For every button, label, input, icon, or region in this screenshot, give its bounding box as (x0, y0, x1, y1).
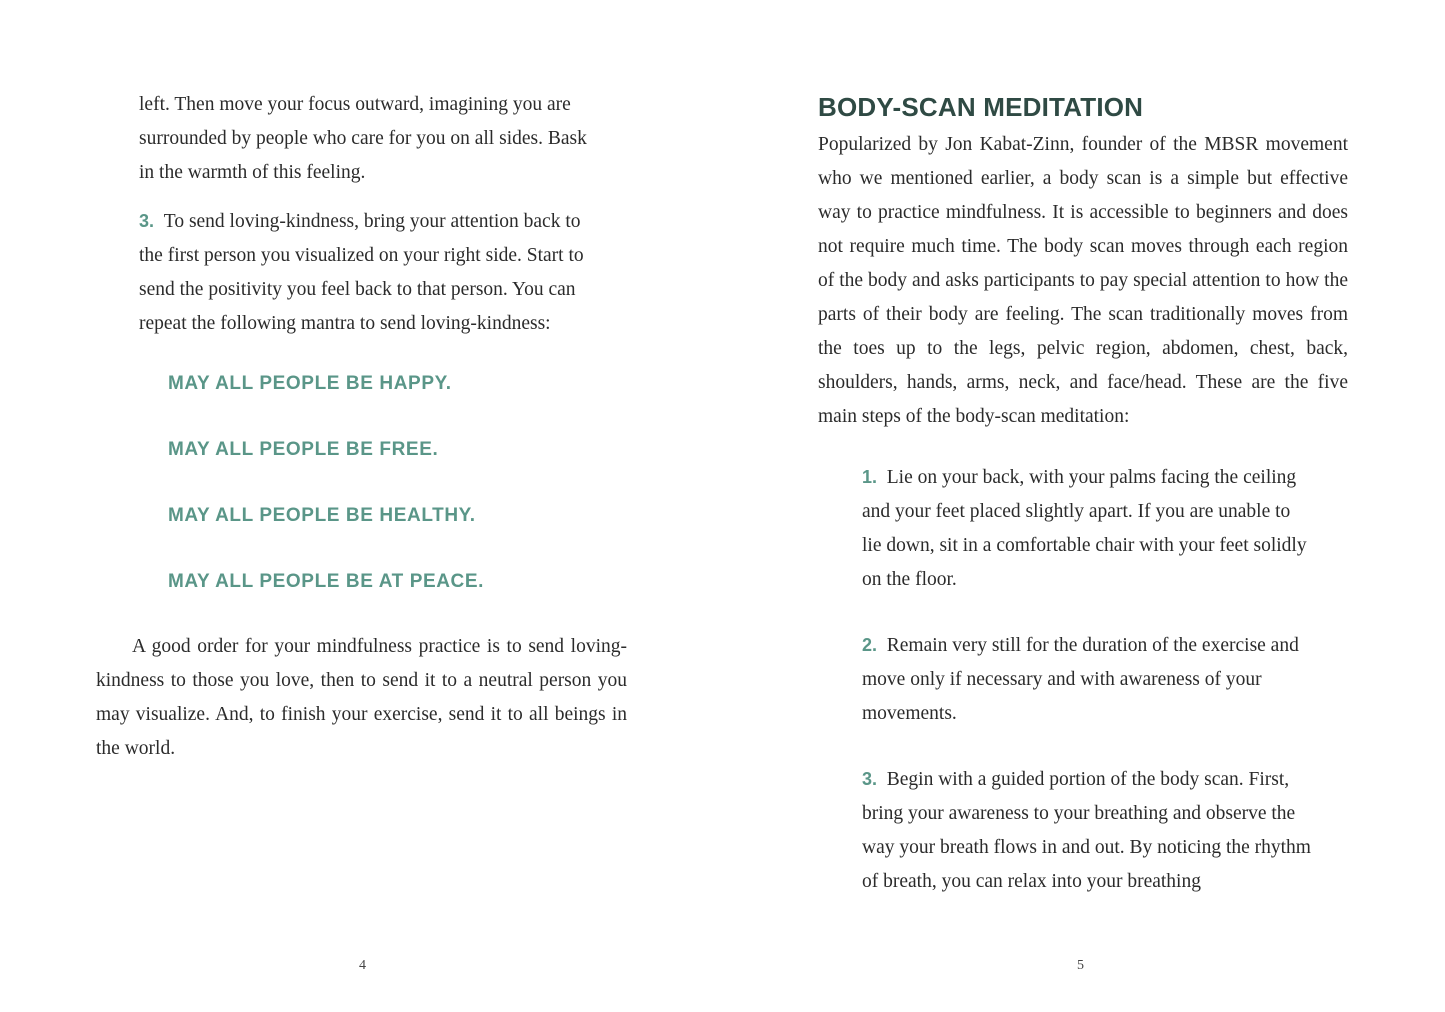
step-3-paragraph (139, 204, 599, 341)
step-text: Remain very still for the duration of the exercise and move only if necessary and with awareness of your movements. (862, 635, 1299, 724)
right-page (722, 0, 1445, 1012)
step-text: Begin with a guided portion of the body scan. First, bring your awareness to your breathing and observe the way your breath flows in and out. By noticing the rhythm of breath, you can relax into your breathing (862, 769, 1311, 892)
step-1-paragraph (862, 460, 1312, 597)
mantra-line: MAY ALL PEOPLE BE FREE. (168, 439, 439, 460)
step-number: 2. (862, 635, 878, 655)
intro-paragraph: Popularized by Jon Kabat-Zinn, founder of the MBSR movement who we mentioned earlier, a body scan is a simple but effective way to practice mindfulness. It is accessible to beginners and does not require much time. The body scan moves through each region of the body and asks participants to pay special attention to how the parts of their body are feeling. The scan traditionally moves from the toes up to the legs, pelvic region, abdomen, chest, back, shoulders, hands, arms, neck, and face/head. These are the five main steps of the body-scan meditation: (818, 134, 1348, 427)
step-2-paragraph (862, 628, 1312, 731)
mantra-line: MAY ALL PEOPLE BE HAPPY. (168, 373, 452, 394)
section-heading: BODY-SCAN MEDITATION (818, 92, 1144, 122)
continued-paragraph: left. Then move your focus outward, imagining you are surrounded by people who care for you on all sides. Bask in the warmth of this feeling. (139, 94, 587, 183)
step-text: To send loving-kindness, bring your attention back to the first person you visualized on your right side. Start to send the positivity you feel back to that person. You can repeat the following mantra to send loving-kindness: (139, 211, 584, 334)
closing-paragraph: A good order for your mindfulness practice is to send loving-kindness to those you love, then to send it to a neutral person you may visualize. And, to finish your exercise, send it to all beings in the world. (96, 636, 627, 759)
step-number: 3. (862, 769, 878, 789)
step-3-paragraph (862, 762, 1312, 899)
left-page (0, 0, 722, 1012)
mantra-line: MAY ALL PEOPLE BE AT PEACE. (168, 571, 485, 592)
step-text: Lie on your back, with your palms facing the ceiling and your feet placed slightly apart. If you are unable to lie down, sit in a comfortable chair with your feet solidly on the floor. (862, 467, 1307, 590)
mantra-line: MAY ALL PEOPLE BE HEALTHY. (168, 505, 476, 526)
page-number: 5 (1077, 958, 1084, 973)
step-number: 3. (139, 211, 155, 231)
page-number: 4 (359, 958, 366, 973)
step-number: 1. (862, 467, 878, 487)
